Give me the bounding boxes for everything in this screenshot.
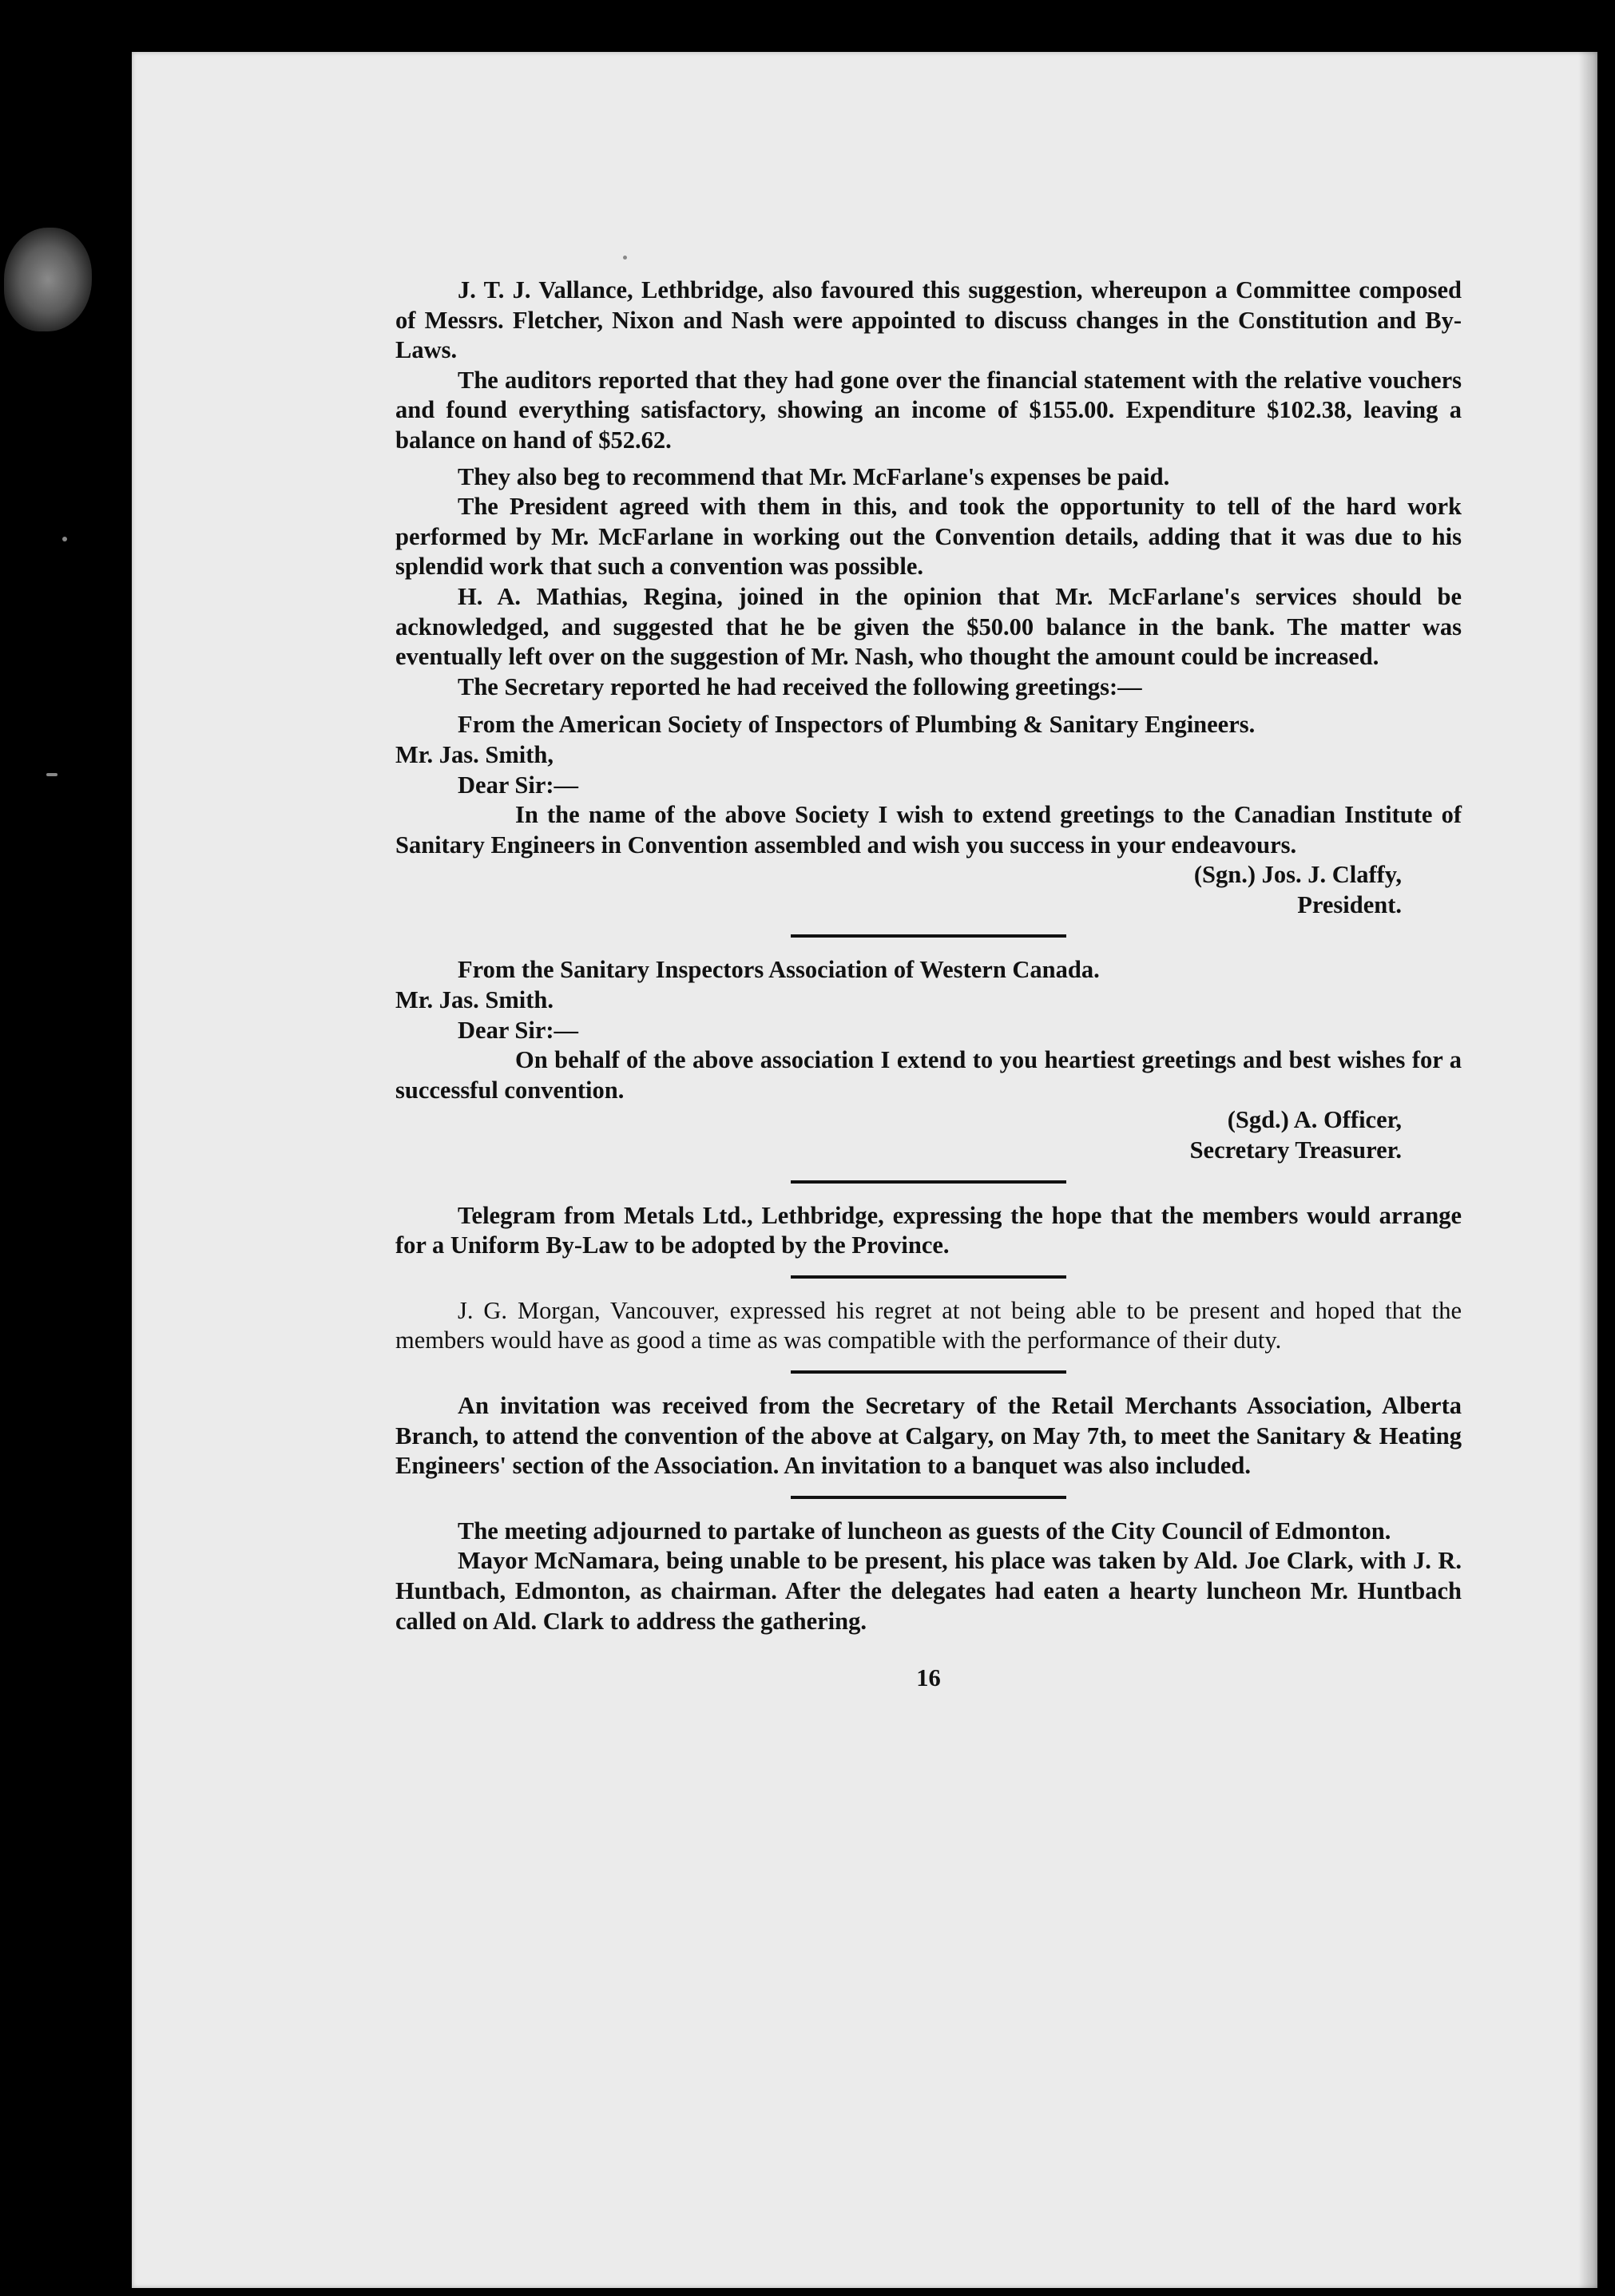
morgan-paragraph: J. G. Morgan, Vancouver, expressed his regret at not being able to be present and hoped that the members would have as good a time as was compatible with the performance of their duty. xyxy=(395,1296,1462,1354)
signature-name: (Sgd.) A. Officer, xyxy=(1227,1106,1402,1134)
paragraph: They also beg to recommend that Mr. McFarlane's expenses be paid. xyxy=(458,462,1170,490)
scan-blot xyxy=(4,228,92,331)
page-number: 16 xyxy=(916,1664,941,1692)
letter-body: On behalf of the above association I extend to you heartiest greetings and best wishes for a successful convention. xyxy=(395,1046,1462,1104)
letter-from: From the Sanitary Inspectors Association of Western Canada. xyxy=(458,956,1100,984)
letter-from: From the American Society of Inspectors of Plumbing & Sanitary Engineers. xyxy=(458,711,1256,739)
section-divider xyxy=(791,934,1066,938)
paragraph: The President agreed with them in this, and took the opportunity to tell of the hard work performed by Mr. McFarlane in working out the Convention details, adding that it was due to his splendid work that such a convention was possible. xyxy=(395,493,1462,581)
telegram-paragraph: Telegram from Metals Ltd., Lethbridge, expressing the hope that the members would arrange for a Uniform By-Law to be adopted by the Province. xyxy=(395,1201,1462,1259)
letter-addressee: Mr. Jas. Smith, xyxy=(395,740,554,768)
signature-title: Secretary Treasurer. xyxy=(1189,1136,1402,1164)
letter-addressee: Mr. Jas. Smith. xyxy=(395,986,554,1014)
section-divider xyxy=(791,1496,1066,1499)
letter-salutation: Dear Sir:— xyxy=(458,1016,579,1044)
section-divider xyxy=(791,1370,1066,1374)
paragraph: The auditors reported that they had gone over the financial statement with the relative vouchers and found everything satisfactory, showing an income of $155.00. Expenditure $102.38, leaving a balance on hand of $52.62. xyxy=(395,366,1462,454)
letter-body: In the name of the above Society I wish to extend greetings to the Canadian Institute of Sanitary Engineers in Convention assembled and wish you success in your endeavours. xyxy=(395,801,1462,859)
greeting-letter xyxy=(395,710,1462,920)
scan-speck xyxy=(62,537,67,541)
letter-salutation: Dear Sir:— xyxy=(458,771,579,799)
scan-speck xyxy=(46,773,58,776)
letter-signature xyxy=(395,860,1462,920)
adjourned-paragraph: The meeting adjourned to partake of luncheon as guests of the City Council of Edmonton. xyxy=(458,1517,1391,1545)
signature-name: (Sgn.) Jos. J. Claffy, xyxy=(1193,861,1402,889)
page-body xyxy=(395,276,1462,1694)
signature-title: President. xyxy=(1297,890,1402,918)
letter-signature xyxy=(395,1105,1462,1165)
section-divider xyxy=(791,1180,1066,1184)
section-divider xyxy=(791,1275,1066,1279)
greeting-letter xyxy=(395,955,1462,1165)
invitation-paragraph: An invitation was received from the Secretary of the Retail Merchants Association, Alberta Branch, to attend the convention of the above at Calgary, on May 7th, to meet the Sanitary & Heating Engineers' section of the Association. An invitation to a banquet was also included. xyxy=(395,1392,1462,1480)
mayor-paragraph: Mayor McNamara, being unable to be present, his place was taken by Ald. Joe Clark, with J. R. Huntbach, Edmonton, as chairman. After the delegates had eaten a hearty luncheon Mr. Huntbach called on Ald. Clark to address the gathering. xyxy=(395,1547,1462,1635)
scan-speck xyxy=(623,256,627,260)
paragraph: H. A. Mathias, Regina, joined in the opinion that Mr. McFarlane's services should be acknowledged, and suggested that he be given the $50.00 balance in the bank. The matter was eventually left over on the suggestion of Mr. Nash, who thought the amount could be increased. xyxy=(395,582,1462,671)
paragraph: J. T. J. Vallance, Lethbridge, also favoured this suggestion, whereupon a Committee composed of Messrs. Fletcher, Nixon and Nash were appointed to discuss changes in the Constitution and By-Laws. xyxy=(395,276,1462,364)
paragraph: The Secretary reported he had received the following greetings:— xyxy=(458,672,1142,700)
